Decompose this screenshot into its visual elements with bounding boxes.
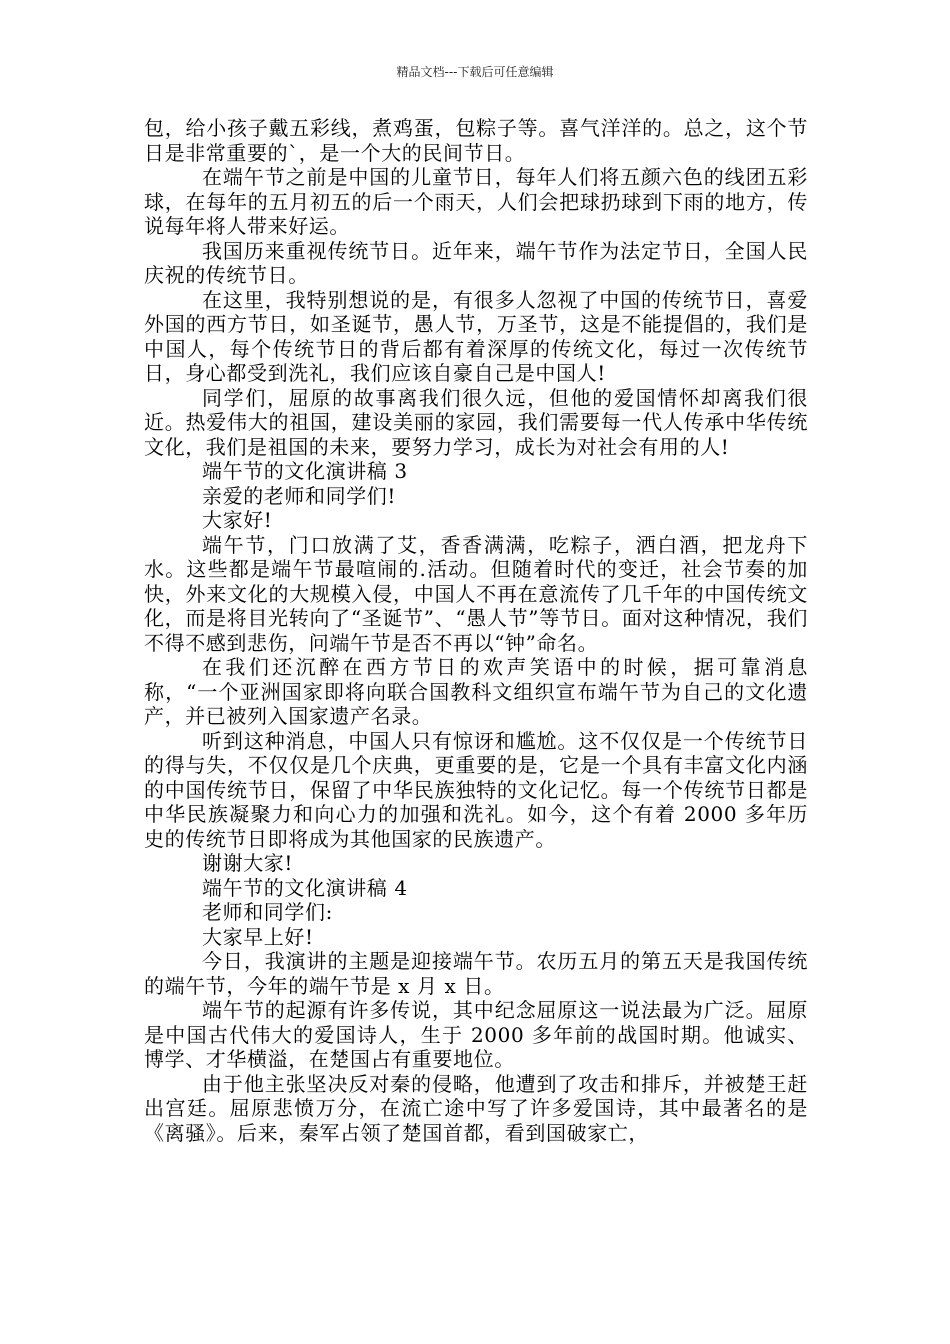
page-header: 精品文档---下载后可任意编辑 — [396, 65, 554, 79]
closing: 谢谢大家! — [202, 851, 294, 875]
salutation: 老师和同学们: — [202, 900, 333, 924]
paragraph: 端午节的起源有许多传说，其中纪念屈原这一说法最为广泛。屈原是中国古代伟大的爱国诗人，生于 2000 多年前的战国时期。他诚实、博学、才华横溢，在楚国占有重要地位。 — [144, 998, 808, 1071]
paragraph: 在我们还沉醉在西方节日的欢声笑语中的时候，据可靠消息称，“一个亚洲国家即将向联合国教科文组织宣布端午节为自己的文化遗产，并已被列入国家遗产名录。 — [144, 655, 808, 728]
paragraph: 在端午节之前是中国的儿童节日，每年人们将五颜六色的线团五彩球，在每年的五月初五的后一个雨天，人们会把球扔球到下雨的地方，传说每年将人带来好运。 — [144, 165, 808, 238]
greeting: 大家好! — [202, 508, 273, 532]
paragraph: 同学们，屈原的故事离我们很久远，但他的爱国情怀却离我们很近。热爱伟大的祖国，建设美丽的家园，我们需要每一代人传承中华传统文化，我们是祖国的未来，要努力学习，成长为对社会有用的人! — [144, 385, 808, 459]
paragraph: 在这里，我特别想说的是，有很多人忽视了中国的传统节日，喜爱外国的西方节日，如圣诞节，愚人节，万圣节，这是不能提倡的，我们是中国人，每个传统节日的背后都有着深厚的传统文化，每过一次传统节日，身心都受到洗礼，我们应该自豪自己是中国人! — [144, 287, 808, 385]
paragraph: 我国历来重视传统节日。近年来，端午节作为法定节日，全国人民庆祝的传统节日。 — [144, 238, 808, 287]
paragraph: 由于他主张坚决反对秦的侵略，他遭到了攻击和排斥，并被楚王赶出宫廷。屈原悲愤万分，在流亡途中写了许多爱国诗，其中最著名的是《离骚》。后来，秦军占领了楚国首都，看到国破家亡， — [144, 1071, 808, 1145]
greeting: 大家早上好! — [202, 924, 314, 949]
paragraph: 听到这种消息，中国人只有惊讶和尴尬。这不仅仅是一个传统节日的得与失，不仅仅是几个庆典，更重要的是，它是一个具有丰富文化内涵的中国传统节日，保留了中华民族独特的文化记忆。每一个传统节日都是中华民族凝聚力和向心力的加强和洗礼。如今，这个有着 2000 多年历史的传统节日即将成为其他国家的民族遗产。 — [144, 728, 808, 851]
section-title: 端午节的文化演讲稿 4 — [202, 875, 408, 900]
paragraph: 今日，我演讲的主题是迎接端午节。农历五月的第五天是我国传统的端午节，今年的端午节是 x 月 x 日。 — [144, 949, 808, 998]
paragraph: 包，给小孩子戴五彩线，煮鸡蛋，包粽子等。喜气洋洋的。总之，这个节日是非常重要的`，是一个大的民间节日。 — [144, 116, 808, 165]
section-title: 端午节的文化演讲稿 3 — [202, 459, 408, 483]
salutation: 亲爱的老师和同学们! — [202, 483, 397, 508]
paragraph: 端午节，门口放满了艾，香香满满，吃粽子，洒白酒，把龙舟下水。这些都是端午节最喧闹的.活动。但随着时代的变迁，社会节奏的加快，外来文化的大规模入侵，中国人不再在意流传了几千年的中国传统文化，而是将目光转向了“圣诞节”、“愚人节”等节日。面对这种情况，我们不得不感到悲伤，问端午节是否不再以“钟”命名。 — [144, 532, 808, 655]
document-body — [144, 116, 808, 1145]
